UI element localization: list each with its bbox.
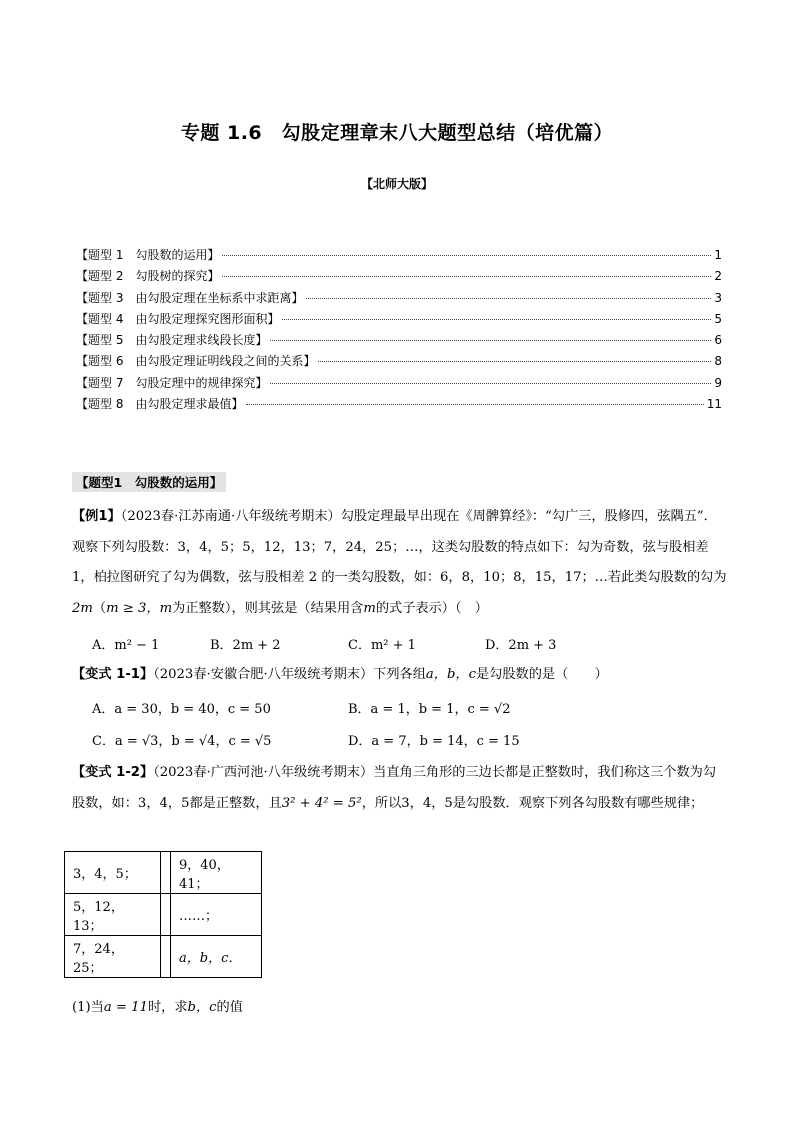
section-heading: 【题型1 勾股数的运用】 bbox=[72, 472, 226, 492]
table-row bbox=[65, 936, 262, 978]
question-1: (1)当a = 11时，求b，c的值 bbox=[72, 1000, 243, 1015]
example-label: 【例1】 bbox=[72, 509, 121, 524]
page-title: 专题 1.6 勾股定理章末八大题型总结（培优篇） bbox=[180, 122, 614, 144]
example-1-text: 【例1】（2023春·江苏南通·八年级统考期末）勾股定理最早出现在《周髀算经》：“勾广三，股修四，弦隅五”．观察下列勾股数：3，4，5；5，12，13；7，24，25；…，这类勾股数的特点如下：勾为奇数，弦与股相差1，柏拉图研究了勾为偶数，弦与股相差 2 的一类勾股数，如：6，8，10；8，15，17；…若此类勾股数的勾为2m（m ≥ 3，m为正整数），则其弦是（结果用含m的式子表示）（ ） bbox=[72, 509, 727, 616]
variant-label: 【变式 1-2】 bbox=[72, 765, 154, 780]
table-cell: a，b，c． bbox=[171, 936, 262, 978]
option-d[interactable]: D．2m + 3 bbox=[485, 638, 557, 653]
option-a[interactable]: A．m² − 1 bbox=[92, 638, 160, 653]
option-b[interactable]: B．2m + 2 bbox=[210, 638, 281, 653]
table-cell: 9，40，41； bbox=[171, 852, 262, 894]
table-row bbox=[65, 894, 262, 936]
variant-label: 【变式 1-1】 bbox=[72, 667, 154, 682]
table-cell: 7，24，25； bbox=[65, 936, 161, 978]
variant-1-1-text: 【变式 1-1】（2023春·安徽合肥·八年级统考期末）下列各组a，b，c是勾股数的是（ ） bbox=[72, 667, 608, 682]
table-of-contents bbox=[76, 246, 722, 416]
pythagorean-triples-table bbox=[64, 851, 262, 978]
table-cell bbox=[161, 894, 171, 936]
table-cell: 5，12，13； bbox=[65, 894, 161, 936]
table-cell bbox=[161, 852, 171, 894]
table-cell: 3，4，5； bbox=[65, 852, 161, 894]
option-b[interactable]: B．a = 1，b = 1，c = √2 bbox=[348, 702, 511, 717]
page-subtitle: 【北师大版】 bbox=[360, 177, 433, 191]
table-row bbox=[65, 852, 262, 894]
option-c[interactable]: C．a = √3，b = √4，c = √5 bbox=[92, 734, 272, 749]
toc-entry[interactable]: 【题型 4 由勾股定理探究图形面积】 5 bbox=[76, 311, 722, 326]
variant-1-2-text: 【变式 1-2】（2023春·广西河池·八年级统考期末）当直角三角形的三边长都是正整数时，我们称这三个数为勾股数，如：3，4，5都是正整数，且3² + 4² = 5²，所以3，4，5是勾股数．观察下列各勾股数有哪些规律； bbox=[72, 765, 717, 811]
table-cell: ……； bbox=[171, 894, 262, 936]
toc-entry[interactable]: 【题型 5 由勾股定理求线段长度】 6 bbox=[76, 333, 722, 348]
option-a[interactable]: A．a = 30，b = 40，c = 50 bbox=[92, 702, 271, 717]
toc-entry[interactable]: 【题型 3 由勾股定理在坐标系中求距离】 3 bbox=[76, 290, 722, 305]
toc-entry[interactable]: 【题型 8 由勾股定理求最值】 11 bbox=[76, 397, 722, 412]
toc-entry[interactable]: 【题型 7 勾股定理中的规律探究】 9 bbox=[76, 375, 722, 390]
toc-entry[interactable]: 【题型 6 由勾股定理证明线段之间的关系】 8 bbox=[76, 354, 722, 369]
option-c[interactable]: C．m² + 1 bbox=[348, 638, 416, 653]
toc-entry[interactable]: 【题型 2 勾股树的探究】 2 bbox=[76, 269, 722, 284]
toc-entry[interactable]: 【题型 1 勾股数的运用】 1 bbox=[76, 248, 722, 262]
option-d[interactable]: D．a = 7，b = 14，c = 15 bbox=[348, 734, 520, 749]
table-cell bbox=[161, 936, 171, 978]
